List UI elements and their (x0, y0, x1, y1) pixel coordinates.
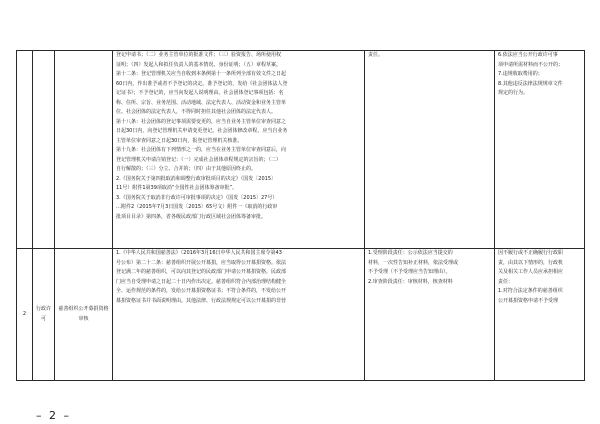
legal-basis-line: 登记满二年的慈善组织，可以向其登记的民政部门申请公开募捐资格。民政部 (116, 269, 287, 275)
legal-basis-line: 登记管理机关申请注销登记：（一）完成社会团体章程规定的宗旨的；（二） (116, 156, 282, 163)
legal-basis-line: 第十九条：社会团体有下列情形之一的，应当在业务主管单位审查同意后，向 (116, 147, 287, 153)
accountability-cell (495, 51, 585, 249)
accountability-line: 项申请所需材料而不公开的； (498, 61, 564, 68)
legal-basis-cell (113, 51, 365, 249)
legal-basis-line: 位。社会团体的法定代表人，不得同时担任其他社会团体的法定代表人。 (116, 109, 277, 115)
item-name: 慈善组织公开募捐资格审核 (58, 306, 109, 322)
accountability-line: 1.对符合法定条件的慈善组织 (498, 288, 563, 294)
accountability-cell (495, 249, 585, 381)
accountability-line: 8.其他违反法律法规规章文件 (498, 80, 563, 87)
page-number: – 2 – (36, 409, 71, 422)
accountability-line: 公开募捐资格申请不予受理 (498, 297, 559, 304)
accountability-line: 责，由其以下情形的，行政机 (498, 259, 564, 266)
legal-basis-line: 全、运作规范的条件的，发给公开募捐资格证书；不符合条件的，不发给公开 (116, 288, 287, 294)
legal-basis-line: 门应当自受理申请之日起二十日内作出决定。慈善组织符合内部治理结构健全 (116, 278, 287, 285)
power-type-cell (33, 249, 55, 381)
accountability-line: 因不履行或不正确履行行政职 (498, 250, 564, 256)
legal-basis-cell (113, 249, 365, 381)
legal-basis-line: 证明；（四）发起人和拟任负责人的基本情况、身份证明；（五）章程草案。 (116, 61, 282, 68)
legal-basis-line: 登记申请书；（二）业务主管单位的批准文件；（三）验资报告、场所使用权 (116, 52, 282, 58)
row-number-cell (17, 249, 33, 381)
power-list-table (16, 50, 585, 381)
power-type: 行政许可 (36, 306, 52, 322)
power-type-cell (33, 51, 55, 249)
responsibility-cell (365, 249, 495, 381)
responsibility-line: 责任。 (368, 52, 384, 58)
table-row (17, 51, 585, 249)
legal-basis-line: 第十二条：登记管理机关应当自收到本条例第十一条所列全部有效文件之日起 (116, 71, 287, 77)
legal-basis-line: 60日内，作出准予或者不予登记的决定。准予登记的，发给《社会团体法人登 (116, 80, 288, 87)
responsibility-line: 1.受理阶段责任：公示依法应当提交的 (368, 250, 453, 256)
table-row (17, 249, 585, 381)
responsibility-line: 不予受理（不予受理应当告知理由）。 (368, 269, 451, 275)
legal-basis-line: 自行解散的；（三）分立、合并的；（四）由于其他原因终止的。 (116, 166, 257, 172)
item-name-cell (55, 249, 113, 381)
legal-basis-line: …附件2（2015年7月3日国发〔2015〕65号文）附件一《取消的行政审 (116, 204, 278, 210)
legal-basis-line: 1.《中华人民共和国慈善法》（2016年3月16日中华人民共和国主席令第43 (116, 250, 282, 256)
item-name-cell (55, 51, 113, 249)
legal-basis-line: 记证书》；不予登记的，应当向发起人说明理由。社会团体登记事项包括：名 (116, 90, 284, 96)
accountability-line: 规定的行为。 (498, 90, 529, 96)
accountability-line: 6.依法应当公开行政许可事 (498, 52, 558, 58)
responsibility-cell (365, 51, 495, 249)
legal-basis-line: 批项目目录》第四条，省各级民政部门行政区域社会团体筹备审批。 (116, 213, 267, 220)
responsibility-line: 2.审查阶段责任：审核材料，核查材料 (368, 278, 453, 285)
accountability-line: 关及相关工作人员应承担相应 (498, 269, 564, 275)
legal-basis-line: 募捐资格证书并书面说明理由。其他法律、行政法规规定可以公开募捐的非营 (116, 297, 287, 304)
legal-basis-line: 主管单位审查同意之日起30日内，报登记管理机关核准。 (116, 137, 243, 144)
legal-basis-line: 称、住所、宗旨、业务范围、活动地域、法定代表人、活动资金和业务主管单 (116, 99, 287, 106)
row-number: 2 (22, 310, 27, 317)
accountability-line: 责任： (498, 278, 514, 285)
legal-basis-line: 第十八条：社会团体的登记事项需要变更的，应当自业务主管单位审查同意之 (116, 118, 287, 125)
responsibility-line: 材料，一次性告知补正材料，依法受理或 (368, 259, 459, 266)
legal-basis-line: 号公布）第二十二条：慈善组织开展公开募捐，应当取得公开募捐资格。依法 (116, 259, 287, 266)
legal-basis-line: 3.《国务院关于取消非行政许可审批事项的决定》（国发〔2015〕27号） (116, 194, 278, 201)
row-number-cell (17, 51, 33, 249)
accountability-line: 7.违规收取费用的； (498, 71, 543, 77)
legal-basis-line: 2.《国务院关于第四批取消和调整行政审批项目的决定》（国发〔2015〕 (116, 175, 276, 182)
legal-basis-line: 日起30日内，向登记管理机关申请变更登记。社会团体修改章程，应当自业务 (116, 128, 288, 134)
legal-basis-line: 11号）附件1第39项取消“全国性社会团体筹备审批”。 (116, 185, 238, 191)
